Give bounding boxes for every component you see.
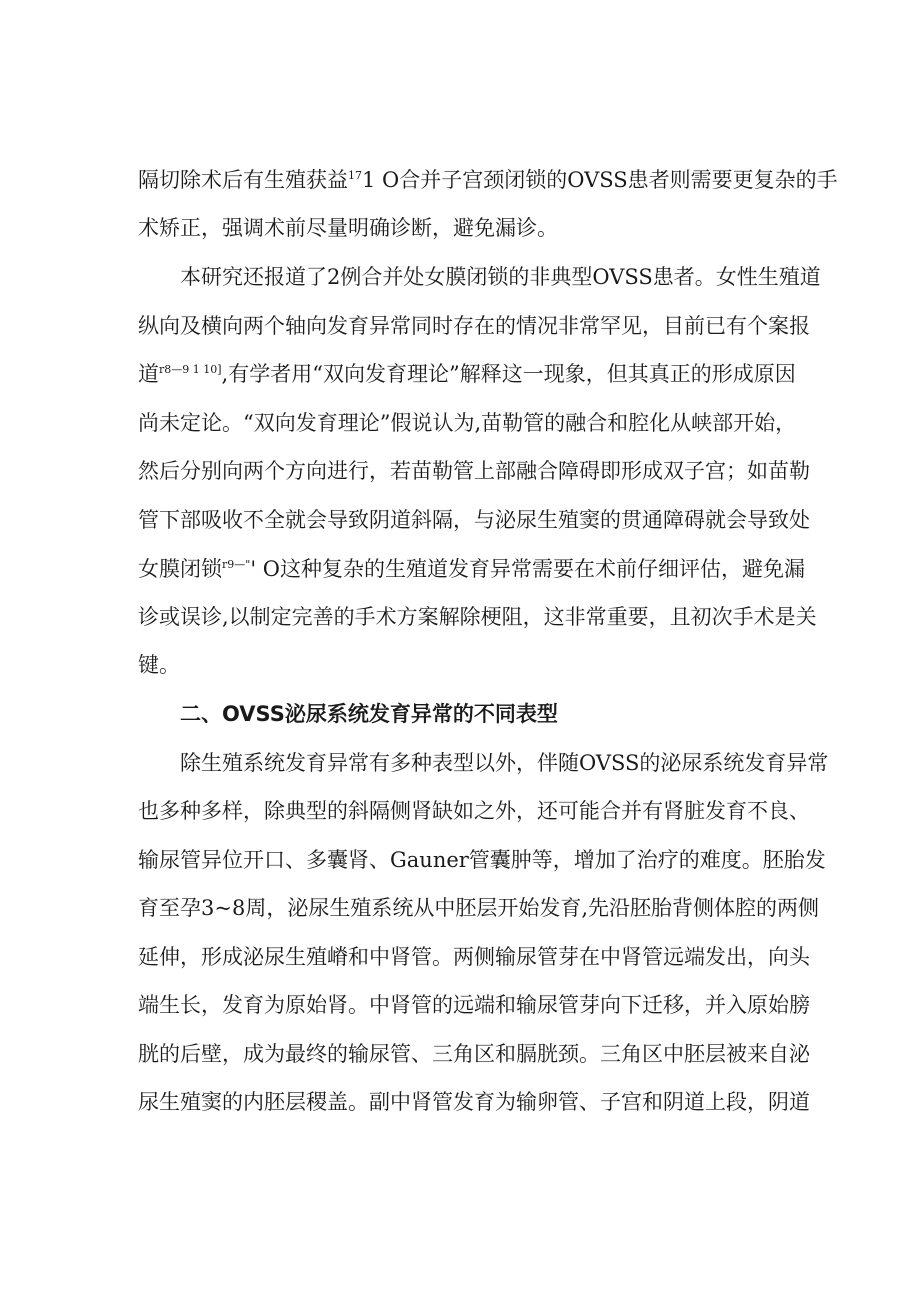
paragraph-3-line-4: 育至孕3~8周，泌尿生殖系统从中胚层开始发育,先沿胚胎背侧体腔的两侧 [138, 896, 819, 920]
paragraph-2-line-5: 然后分别向两个方向进行，若苗勒管上部融合障碍即形成双子宫；如苗勒 [138, 459, 810, 483]
paragraph-3-line-6: 端生长，发育为原始肾。中肾管的远端和输尿管芽向下迁移，并入原始膀 [138, 993, 810, 1017]
paragraph-3-line-5: 延伸，形成泌尿生殖嵴和中肾管。两侧输尿管芽在中肾管远端发出，向头 [138, 945, 810, 969]
paragraph-3-line-2: 也多种多样，除典型的斜隔侧肾缺如之外，还可能合并有肾脏发育不良、 [138, 799, 810, 823]
paragraph-2-line-4: 尚未定论。“双向发育理论”假说认为,苗勒管的融合和腔化从峡部开始， [138, 411, 797, 435]
paragraph-3-line-7: 胱的后壁，成为最终的输尿管、三角区和膈胱颈。三角区中胚层被来自泌 [138, 1042, 810, 1066]
paragraph-2-line-8: 诊或误诊,以制定完善的手术方案解除梗阻，这非常重要，且初次手术是关 [138, 605, 817, 629]
citation-superscript: r8—9 1 10] [159, 363, 222, 376]
paragraph-1-line-1: 隔切除术后有生殖获益$^{17}$1 O合并子宫颈闭锁的OVSS患者则需要更复杂的手 [138, 168, 838, 192]
paragraph-2-line-6: 管下部吸收不全就会导致阴道斜隔，与泌尿生殖窦的贯通障碍就会导致处 [138, 508, 810, 532]
paragraph-2-line-9: 键。 [138, 653, 180, 677]
paragraph-2-line-2: 纵向及横向两个轴向发育异常同时存在的情况非常罕见，目前已有个案报 [138, 314, 810, 338]
citation-superscript: 17 [348, 169, 362, 182]
paragraph-3-line-8: 尿生殖窦的内胚层稷盖。副中肾管发育为输卵管、子宫和阴道上段，阴道 [138, 1090, 810, 1114]
citation-superscript: r9—" [222, 558, 251, 571]
section-heading: 二、OVSS泌尿系统发育异常的不同表型 [180, 702, 558, 726]
paragraph-1-line-2: 术矫正，强调术前尽量明确诊断，避免漏诊。 [138, 216, 558, 240]
paragraph-3-line-3: 输尿管异位开口、多囊肾、Gauner管囊肿等，增加了治疗的难度。胚胎发 [138, 848, 826, 872]
paragraph-2-line-3: 道$^{r8—9 1 10]}$,有学者用“双向发育理论”解释这一现象，但其真正的形成原因 [138, 362, 796, 386]
paragraph-2-line-1: 本研究还报道了2例合并处女膜闭锁的非典型OVSS患者。女性生殖道 [180, 265, 821, 289]
paragraph-3-line-1: 除生殖系统发育异常有多种表型以外，伴随OVSS的泌尿系统发育异常 [180, 751, 829, 775]
paragraph-2-line-7: 女膜闭锁$^{r9—"}$' O这种复杂的生殖道发育异常需要在术前仔细评估，避免漏 [138, 557, 805, 581]
